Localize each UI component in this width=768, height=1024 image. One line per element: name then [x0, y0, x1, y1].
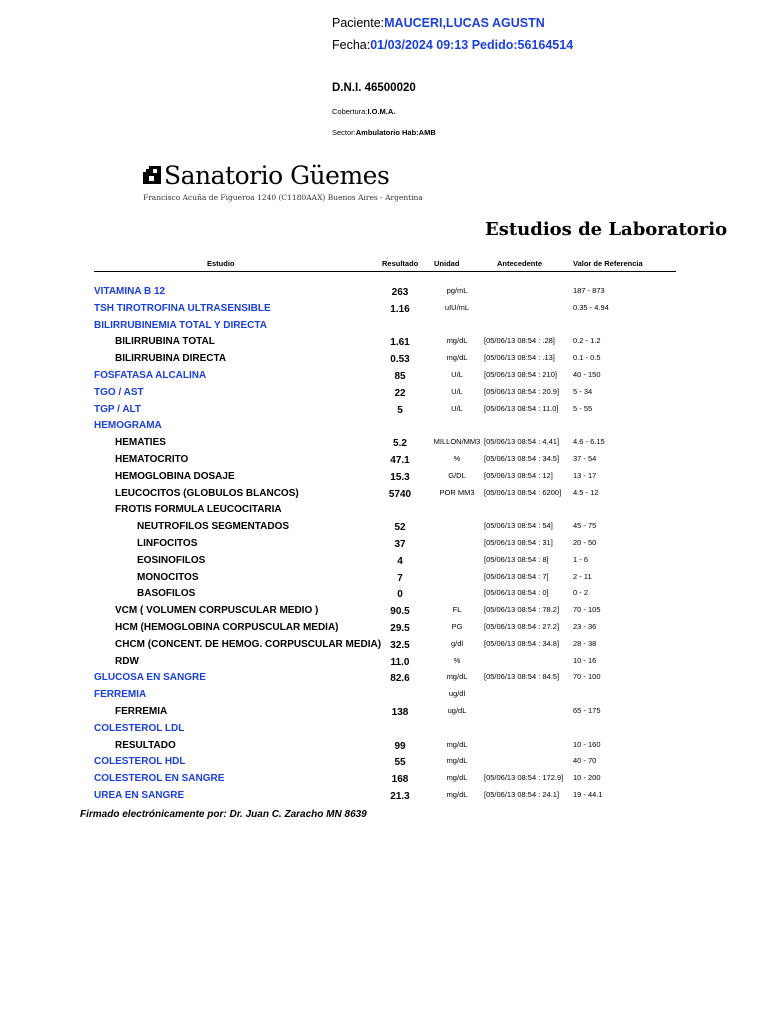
table-row	[0, 303, 768, 320]
row-reference: 2 - 11	[573, 571, 592, 581]
row-unit: POR MM3	[439, 487, 475, 497]
row-name: HEMATOCRITO	[115, 454, 189, 465]
table-row	[0, 639, 768, 656]
row-name: CHCM (CONCENT. DE HEMOG. CORPUSCULAR MEDIA)	[115, 638, 382, 650]
row-reference: 37 - 54	[573, 454, 597, 463]
row-reference: 10 - 160	[573, 739, 601, 749]
row-unit: ug/dL	[447, 706, 467, 715]
row-unit: PG	[451, 622, 463, 631]
coverage-line	[332, 107, 395, 116]
row-antecedent: [05/06/13 08:54 : 0]	[484, 588, 549, 598]
table-row	[0, 740, 768, 757]
row-antecedent: [05/06/13 08:54 : 12]	[484, 470, 553, 480]
row-reference: 23 - 36	[573, 622, 597, 631]
row-result: 90.5	[390, 606, 410, 618]
table-row	[0, 689, 768, 706]
row-result: 7	[397, 572, 403, 584]
row-unit: %	[453, 655, 461, 665]
table-row	[0, 387, 768, 404]
row-name: TGO / AST	[94, 386, 144, 398]
row-name: BILIRRUBINA DIRECTA	[115, 353, 227, 365]
row-unit: U/L	[451, 386, 463, 396]
row-result: 32.5	[390, 639, 410, 651]
row-name: HCM (HEMOGLOBINA CORPUSCULAR MEDIA)	[115, 622, 339, 633]
sector-value: Ambulatorio Hab:AMB	[355, 128, 436, 137]
row-reference: 0.35 - 4.94	[573, 302, 609, 312]
row-antecedent: [05/06/13 08:54 : 210]	[484, 370, 557, 379]
col-estudio: Estudio	[207, 259, 235, 268]
row-result: 0.53	[390, 354, 410, 366]
table-row	[0, 471, 768, 488]
row-name: VCM ( VOLUMEN CORPUSCULAR MEDIO )	[115, 605, 319, 617]
dni: D.N.I. 46500020	[332, 82, 416, 94]
row-reference: 70 - 100	[573, 672, 601, 682]
sector-line	[332, 128, 436, 137]
row-reference: 28 - 38	[573, 638, 597, 648]
row-name: BILIRRUBINA TOTAL	[115, 336, 215, 348]
row-reference: 40 - 150	[573, 370, 601, 379]
row-antecedent: [05/06/13 08:54 : 27.2]	[484, 622, 560, 631]
row-reference: 0.2 - 1.2	[573, 336, 601, 346]
row-name: LEUCOCITOS (GLOBULOS BLANCOS)	[115, 487, 299, 499]
row-unit: mg/dL	[446, 756, 468, 766]
table-row	[0, 756, 768, 773]
table-row	[0, 555, 768, 572]
row-antecedent: [05/06/13 08:54 : .28]	[484, 336, 555, 346]
row-name: VITAMINA B 12	[94, 286, 166, 297]
patient-label: Paciente:	[332, 16, 385, 30]
col-antecedente: Antecedente	[497, 259, 543, 268]
row-name: NEUTROFILOS SEGMENTADOS	[137, 521, 290, 533]
brand-address: Francisco Acuña de Figueroa 1240 (C1180AAX) Buenos Aires - Argentina	[143, 193, 423, 202]
row-name: TGP / ALT	[94, 403, 142, 415]
table-row	[0, 723, 768, 740]
row-name: EOSINOFILOS	[137, 554, 206, 566]
row-unit: mg/dL	[446, 353, 468, 363]
row-result: 4	[397, 555, 403, 567]
table-row	[0, 773, 768, 790]
row-result: 263	[391, 287, 409, 298]
row-unit: %	[453, 454, 461, 463]
row-unit: g/dl	[450, 638, 464, 648]
row-unit: mg/dL	[446, 672, 468, 682]
row-antecedent: [05/06/13 08:54 : 11.0]	[484, 403, 559, 413]
header-rule	[94, 271, 676, 272]
row-result: 138	[391, 707, 409, 718]
row-result: 1.61	[390, 337, 410, 349]
row-result: 22	[394, 387, 406, 399]
patient-line	[332, 16, 545, 30]
row-name: GLUCOSA EN SANGRE	[94, 672, 206, 684]
row-antecedent: [05/06/13 08:54 : 31]	[484, 538, 553, 547]
row-name: UREA EN SANGRE	[94, 790, 185, 801]
row-name: COLESTEROL EN SANGRE	[94, 773, 225, 785]
row-antecedent: [05/06/13 08:54 : 34.5]	[484, 454, 560, 463]
table-row	[0, 320, 768, 337]
row-reference: 10 - 16	[573, 655, 597, 665]
row-result: 0	[397, 589, 403, 601]
row-reference: 4.5 - 12	[573, 487, 599, 497]
signature: Firmado electrónicamente por: Dr. Juan C. Zaracho MN 8639	[80, 809, 367, 820]
report-title: Estudios de Laboratorio	[485, 219, 728, 240]
table-row	[0, 353, 768, 370]
date-value: 01/03/2024 09:13 Pedido:56164514	[370, 38, 574, 52]
table-row	[0, 370, 768, 387]
row-reference: 5 - 55	[573, 403, 593, 413]
row-antecedent: [05/06/13 08:54 : .13]	[484, 353, 555, 363]
row-name: FROTIS FORMULA LEUCOCITARIA	[115, 504, 282, 516]
date-label: Fecha:	[332, 38, 371, 52]
table-row	[0, 605, 768, 622]
row-result: 5	[397, 404, 403, 416]
row-unit: U/L	[451, 403, 463, 413]
row-reference: 4.6 - 6.15	[573, 437, 605, 447]
sanatorio-logo-icon	[143, 166, 161, 184]
row-name: FERREMIA	[115, 706, 168, 717]
row-name: LINFOCITOS	[137, 538, 198, 549]
row-result: 55	[394, 757, 406, 769]
row-unit: G/DL	[448, 470, 466, 480]
table-row	[0, 656, 768, 673]
row-name: COLESTEROL HDL	[94, 756, 186, 768]
row-name: BASOFILOS	[137, 588, 196, 600]
row-unit: uIU/mL	[444, 302, 470, 312]
row-antecedent: [05/06/13 08:54 : 20.9]	[484, 386, 560, 396]
row-antecedent: [05/06/13 08:54 : 78.2]	[484, 605, 560, 615]
col-referencia: Valor de Referencia	[573, 259, 643, 268]
row-unit: mg/dL	[446, 773, 468, 783]
row-reference: 0 - 2	[573, 588, 589, 598]
table-row	[0, 504, 768, 521]
table-row	[0, 521, 768, 538]
table-row	[0, 672, 768, 689]
table-row	[0, 286, 768, 303]
row-unit: U/L	[451, 370, 463, 379]
table-row	[0, 790, 768, 807]
row-reference: 19 - 44.1	[573, 790, 603, 799]
table-row	[0, 538, 768, 555]
coverage-label: Cobertura:	[332, 107, 368, 116]
row-result: 85	[394, 371, 406, 382]
row-reference: 187 - 873	[573, 286, 605, 295]
row-result: 1.16	[390, 303, 410, 315]
coverage-value: I.O.M.A.	[367, 107, 396, 116]
row-antecedent: [05/06/13 08:54 : 84.5]	[484, 672, 560, 682]
table-row	[0, 336, 768, 353]
row-reference: 1 - 6	[573, 554, 589, 564]
table-row	[0, 488, 768, 505]
row-antecedent: [05/06/13 08:54 : 7]	[484, 571, 549, 581]
row-name: BILIRRUBINEMIA TOTAL Y DIRECTA	[94, 319, 267, 331]
row-unit: ug/dl	[448, 689, 466, 699]
row-result: 5740	[388, 488, 412, 500]
row-name: FERREMIA	[94, 689, 147, 701]
row-result: 99	[394, 740, 406, 752]
row-result: 29.5	[390, 623, 410, 634]
row-reference: 13 - 17	[573, 470, 597, 480]
table-row	[0, 454, 768, 471]
row-antecedent: [05/06/13 08:54 : 54]	[484, 521, 553, 531]
col-resultado: Resultado	[382, 259, 419, 268]
row-result: 5.2	[393, 438, 407, 450]
row-reference: 45 - 75	[573, 521, 597, 531]
table-row	[0, 420, 768, 437]
row-reference: 70 - 105	[573, 605, 601, 615]
row-result: 168	[391, 774, 409, 786]
row-reference: 40 - 70	[573, 756, 597, 766]
row-antecedent: [05/06/13 08:54 : 34.8]	[484, 638, 560, 648]
row-result: 15.3	[390, 471, 410, 483]
sector-label: Sector:	[332, 128, 356, 137]
row-result: 37	[394, 539, 406, 550]
row-name: HEMOGLOBINA DOSAJE	[115, 470, 235, 482]
row-result: 47.1	[390, 455, 410, 466]
row-name: RESULTADO	[115, 739, 176, 751]
row-unit: mg/dL	[446, 790, 468, 799]
row-result: 11.0	[390, 656, 410, 668]
row-name: HEMOGRAMA	[94, 420, 162, 432]
row-reference: 0.1 - 0.5	[573, 353, 601, 363]
row-name: HEMATIES	[115, 437, 166, 449]
row-unit: FL	[452, 605, 462, 615]
table-row	[0, 588, 768, 605]
row-name: RDW	[115, 655, 139, 667]
row-unit: mg/dL	[446, 336, 468, 346]
table-row	[0, 622, 768, 639]
row-unit: mg/dL	[446, 739, 468, 749]
row-unit: pg/mL	[446, 286, 468, 295]
table-row	[0, 404, 768, 421]
row-unit: MILLON/MM3	[433, 437, 481, 447]
row-antecedent: [05/06/13 08:54 : 4.41]	[484, 437, 560, 447]
row-reference: 20 - 50	[573, 538, 597, 547]
row-antecedent: [05/06/13 08:54 : 24.1]	[484, 790, 560, 799]
row-antecedent: [05/06/13 08:54 : 6200]	[484, 487, 562, 497]
patient-name: MAUCERI,LUCAS AGUSTN	[384, 16, 545, 30]
brand-name: Sanatorio Güemes	[164, 161, 390, 190]
table-row	[0, 437, 768, 454]
row-result: 21.3	[390, 791, 410, 802]
row-name: FOSFATASA ALCALINA	[94, 370, 207, 381]
table-row	[0, 572, 768, 589]
row-name: MONOCITOS	[137, 571, 199, 583]
row-antecedent: [05/06/13 08:54 : 8]	[484, 554, 549, 564]
date-line	[332, 38, 573, 52]
row-reference: 65 - 175	[573, 706, 601, 715]
row-reference: 10 - 200	[573, 773, 601, 783]
row-result: 52	[394, 522, 406, 534]
row-antecedent: [05/06/13 08:54 : 172.9]	[484, 773, 564, 783]
row-result: 82.6	[390, 673, 410, 685]
table-row	[0, 706, 768, 723]
row-name: COLESTEROL LDL	[94, 722, 185, 734]
row-reference: 5 - 34	[573, 386, 593, 396]
row-name: TSH TIROTROFINA ULTRASENSIBLE	[94, 302, 271, 314]
col-unidad: Unidad	[434, 259, 460, 268]
